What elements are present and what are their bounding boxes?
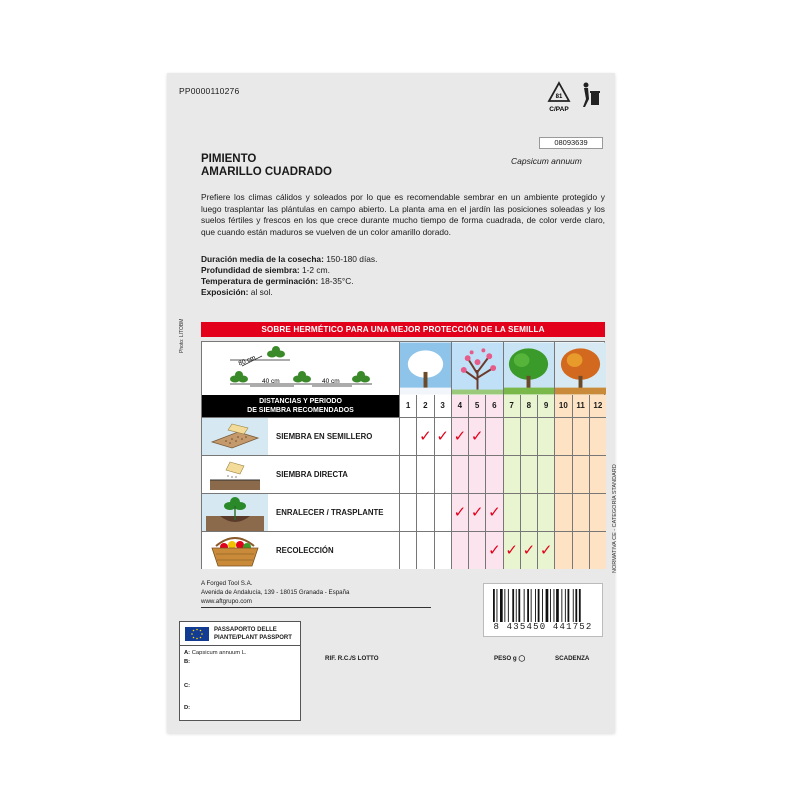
passport-header — [180, 622, 300, 646]
month-cell — [468, 494, 485, 531]
passport-b: B: — [184, 659, 191, 665]
title-line-1: PIMIENTO — [201, 153, 257, 165]
divider-line — [201, 607, 431, 608]
month-7: 7 — [503, 395, 520, 417]
company-info — [201, 579, 350, 606]
recycle-number: 81 — [555, 94, 563, 100]
months-header — [399, 395, 606, 417]
month-cell — [468, 456, 485, 493]
passport-d: D: — [184, 705, 191, 711]
row-label: RECOLECCIÓN — [268, 532, 399, 569]
row-label: SIEMBRA EN SEMILLERO — [268, 418, 399, 455]
month-cell — [572, 456, 589, 493]
check-mark-icon: ✓ — [522, 541, 536, 559]
calendar-row — [202, 455, 606, 493]
month-cell — [537, 532, 554, 569]
photo-credit: Photo: LITOBM — [179, 318, 185, 353]
spacing-diagram — [202, 342, 399, 395]
row-label: ENRALECER / TRASPLANTE — [268, 494, 399, 531]
month-cell — [520, 418, 537, 455]
month-cell — [554, 494, 571, 531]
month-cell — [485, 494, 502, 531]
trash-person-icon — [583, 83, 600, 108]
month-10: 10 — [554, 395, 571, 417]
spring-tree-icon — [451, 342, 503, 395]
month-cell — [451, 494, 468, 531]
transplant-icon — [202, 494, 268, 531]
month-cell — [572, 494, 589, 531]
recycle-icon — [545, 79, 605, 121]
season-illustrations — [399, 342, 606, 395]
seedbed-icon — [202, 418, 268, 455]
month-cell — [589, 532, 606, 569]
month-12: 12 — [589, 395, 606, 417]
passport-c: C: — [184, 683, 191, 689]
recycle-material: C/PAP — [549, 106, 569, 113]
plant-gap-label-2: 40 cm — [322, 378, 340, 385]
month-cell — [554, 418, 571, 455]
month-cell — [503, 532, 520, 569]
title-line-2: AMARILLO CUADRADO — [201, 166, 332, 178]
check-mark-icon: ✓ — [419, 427, 432, 445]
barcode-bars — [492, 589, 596, 622]
row-gap-label: 80 cm — [237, 354, 257, 368]
month-cell — [537, 418, 554, 455]
check-mark-icon: ✓ — [505, 541, 518, 559]
month-cell — [537, 494, 554, 531]
month-cell — [485, 456, 502, 493]
month-cell — [399, 494, 416, 531]
facts-list — [201, 254, 601, 298]
month-cell — [468, 532, 485, 569]
month-6: 6 — [485, 395, 502, 417]
description: Prefiere los climas cálidos y soleados por lo que es recomendable sembrar en un ambiente protegido y luego trasplantar las plántulas en campo abierto. La planta ama en el jardín las posiciones soleadas y los suelos fértiles y frescos en los que crece durante mucho tiempo de forma cuadrada, de color verde claro, que cuando están maduros se vuelven de un color amarillo dorado. — [201, 192, 605, 237]
month-cell — [554, 456, 571, 493]
month-11: 11 — [572, 395, 589, 417]
company-web: www.aftgrupo.com — [201, 598, 252, 605]
distances-label-line-2: DE SIEMBRA RECOMENDADOS — [247, 407, 354, 414]
product-code: PP0000110276 — [179, 86, 240, 96]
month-4: 4 — [451, 395, 468, 417]
fact-exposure: Exposición: al sol. — [201, 287, 273, 297]
check-mark-icon: ✓ — [470, 427, 484, 445]
direct-sowing-icon — [202, 456, 268, 493]
month-cell — [416, 418, 433, 455]
latin-name: Capsicum annuum — [511, 156, 582, 166]
month-cell — [503, 456, 520, 493]
passport-title — [214, 627, 292, 642]
month-cell — [572, 418, 589, 455]
sowing-calendar — [201, 341, 605, 569]
month-cell — [399, 532, 416, 569]
product-title — [201, 153, 332, 179]
month-cell — [520, 532, 537, 569]
plant-passport — [179, 621, 301, 721]
month-cell — [416, 494, 433, 531]
winter-tree-icon — [399, 342, 451, 395]
distances-label — [202, 395, 399, 417]
row-label: SIEMBRA DIRECTA — [268, 456, 399, 493]
check-mark-icon: ✓ — [453, 503, 467, 521]
check-mark-icon: ✓ — [488, 541, 501, 559]
calendar-row — [202, 417, 606, 455]
recycle-symbols — [545, 79, 605, 121]
month-cell — [434, 418, 451, 455]
month-3: 3 — [434, 395, 451, 417]
month-cell — [434, 532, 451, 569]
month-9: 9 — [537, 395, 554, 417]
fact-harvest: Duración media de la cosecha: 150-180 días. — [201, 254, 378, 264]
normativa-text: NORMATIVA CE - CATEGORÍA STANDARD — [612, 464, 618, 573]
barcode — [483, 583, 603, 637]
month-cell — [451, 418, 468, 455]
month-cell — [485, 418, 502, 455]
check-mark-icon: ✓ — [488, 503, 501, 521]
month-5: 5 — [468, 395, 485, 417]
month-cell — [572, 532, 589, 569]
month-cell — [554, 532, 571, 569]
month-cell — [416, 532, 433, 569]
expiry-label: SCADENZA — [555, 655, 590, 662]
check-mark-icon: ✓ — [436, 427, 449, 445]
month-cell — [589, 494, 606, 531]
month-cell — [520, 494, 537, 531]
month-cell — [451, 532, 468, 569]
seed-packet-back — [167, 73, 618, 733]
month-cell — [468, 418, 485, 455]
weight-symbol-icon: ◯ — [518, 655, 526, 662]
month-cell — [434, 494, 451, 531]
plant-gap-label-1: 40 cm — [262, 378, 280, 385]
fact-depth: Profundidad de siembra: 1-2 cm. — [201, 265, 330, 275]
harvest-basket-icon — [202, 532, 268, 569]
passport-a: A: Capsicum annuum L. — [184, 650, 247, 656]
month-cell — [485, 532, 502, 569]
fact-temperature: Temperatura de germinación: 18-35°C. — [201, 276, 354, 286]
month-cell — [589, 456, 606, 493]
passport-title-1: PASSAPORTO DELLE — [214, 627, 277, 633]
reference-code: 08093639 — [539, 137, 603, 149]
barcode-number: 8 435450 441752 — [493, 622, 593, 632]
month-cell — [503, 494, 520, 531]
check-mark-icon: ✓ — [539, 541, 553, 559]
month-cell — [451, 456, 468, 493]
month-cell — [399, 418, 416, 455]
month-cell — [520, 456, 537, 493]
weight-label: PESO g ◯ — [494, 655, 526, 662]
check-mark-icon: ✓ — [453, 427, 467, 445]
check-mark-icon: ✓ — [470, 503, 484, 521]
lot-label: RIF. R.C./S LOTTO — [325, 655, 379, 662]
distances-label-line-1: DISTANCIAS Y PERIODO — [259, 398, 342, 405]
autumn-tree-icon — [554, 342, 606, 395]
month-cell — [537, 456, 554, 493]
company-address: Avenida de Andalucía, 139 - 18015 Granada - España — [201, 589, 350, 596]
month-cell — [416, 456, 433, 493]
month-cell — [503, 418, 520, 455]
month-1: 1 — [399, 395, 416, 417]
month-cell — [589, 418, 606, 455]
month-2: 2 — [416, 395, 433, 417]
month-cell — [399, 456, 416, 493]
calendar-row — [202, 531, 606, 569]
summer-tree-icon — [503, 342, 554, 395]
passport-title-2: PIANTE/PLANT PASSPORT — [214, 634, 292, 641]
plant-icon — [230, 346, 370, 383]
calendar-row — [202, 493, 606, 531]
company-name: A Forged Tool S.A. — [201, 580, 253, 587]
eu-flag-icon — [185, 627, 209, 641]
month-8: 8 — [520, 395, 537, 417]
protection-banner: SOBRE HERMÉTICO PARA UNA MEJOR PROTECCIÓN DE LA SEMILLA — [201, 322, 605, 337]
month-cell — [434, 456, 451, 493]
